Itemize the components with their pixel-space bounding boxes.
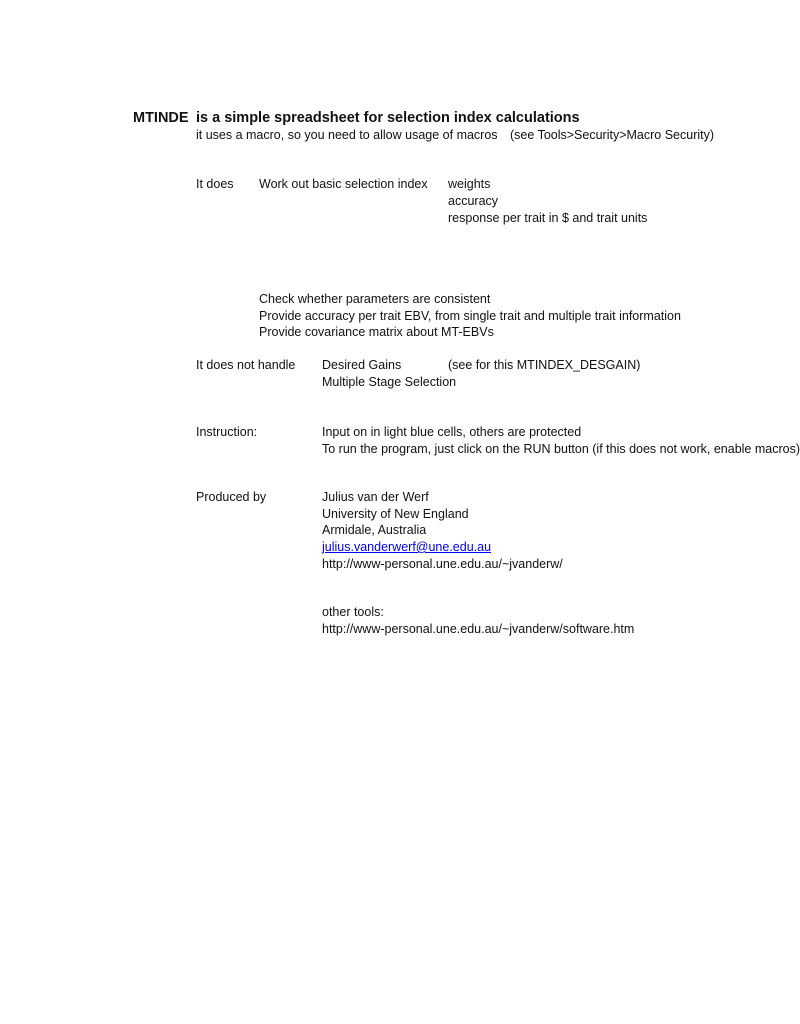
- other-tools-url: http://www-personal.une.edu.au/~jvanderw/software.htm: [322, 622, 635, 636]
- it-does-item-covariance: Provide covariance matrix about MT-EBVs: [259, 325, 494, 339]
- author-homepage-url: http://www-personal.une.edu.au/~jvanderw/: [322, 557, 563, 571]
- instruction-line-run: To run the program, just click on the RUN button (if this does not work, enable macros): [322, 442, 800, 456]
- macro-security-path: (see Tools>Security>Macro Security): [510, 128, 715, 142]
- author-university: University of New England: [322, 507, 469, 521]
- it-does-item-consistency: Check whether parameters are consistent: [259, 292, 491, 306]
- it-does-item-accuracy: Provide accuracy per trait EBV, from single trait and multiple trait information: [259, 309, 681, 323]
- macro-note: it uses a macro, so you need to allow usage of macros: [196, 128, 498, 142]
- it-does-label: It does: [196, 177, 234, 191]
- sheet-name: MTINDE: [133, 110, 189, 126]
- produced-by-label: Produced by: [196, 490, 267, 504]
- author-location: Armidale, Australia: [322, 523, 427, 537]
- index-output-weights: weights: [448, 177, 491, 191]
- it-does-item-basic-index: Work out basic selection index: [259, 177, 428, 191]
- page-title: is a simple spreadsheet for selection index calculations: [196, 110, 580, 126]
- instruction-line-input: Input on in light blue cells, others are protected: [322, 425, 582, 439]
- index-output-response: response per trait in $ and trait units: [448, 211, 648, 225]
- instruction-label: Instruction:: [196, 425, 258, 439]
- author-name: Julius van der Werf: [322, 490, 429, 504]
- does-not-handle-label: It does not handle: [196, 358, 296, 372]
- desired-gains-note: (see for this MTINDEX_DESGAIN): [448, 358, 641, 372]
- does-not-item-multistage: Multiple Stage Selection: [322, 375, 457, 389]
- other-tools-label: other tools:: [322, 605, 384, 619]
- index-output-accuracy: accuracy: [448, 194, 499, 208]
- does-not-item-desired-gains: Desired Gains: [322, 358, 402, 372]
- author-email-link[interactable]: julius.vanderwerf@une.edu.au: [322, 540, 492, 554]
